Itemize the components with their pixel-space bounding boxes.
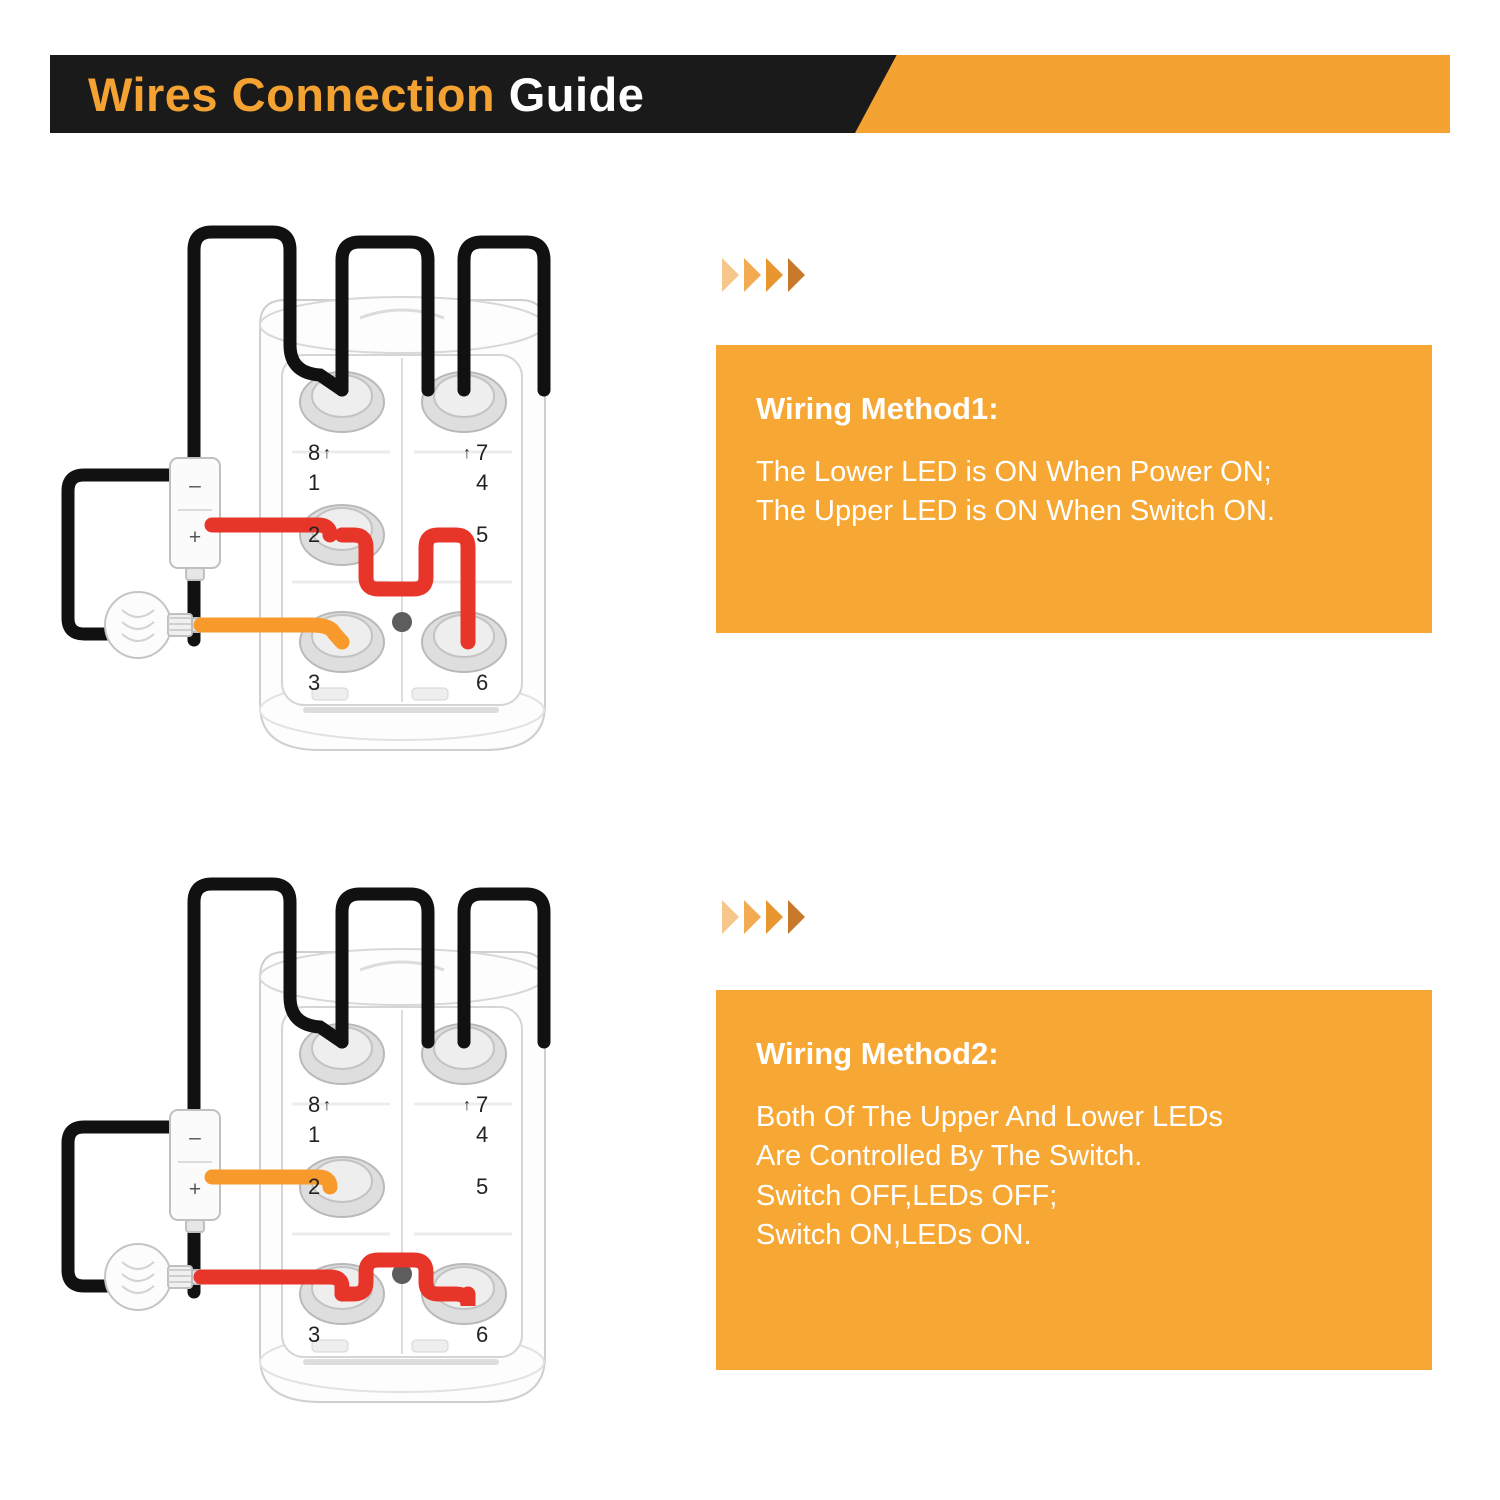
lamp-icon (105, 1244, 201, 1310)
chevron-right-icon (766, 258, 783, 292)
page-title-part2: Guide (508, 68, 645, 121)
chevron-right-icon (744, 900, 761, 934)
diagram-method2 (60, 832, 680, 1452)
svg-text:↑: ↑ (323, 1097, 331, 1114)
chevron-group-1 (722, 258, 832, 294)
svg-text:–: – (189, 474, 201, 497)
info-title-method2: Wiring Method2: (756, 1036, 999, 1071)
label-7: 7 (476, 1092, 489, 1117)
page-title-part1: Wires Connection (88, 68, 496, 121)
chevron-right-icon (722, 258, 739, 292)
chevron-right-icon (788, 900, 805, 934)
svg-text:–: – (189, 1126, 201, 1149)
label-5: 5 (476, 1174, 489, 1199)
page-title (88, 67, 644, 122)
label-2: 2 (308, 522, 321, 547)
chevron-group-2 (722, 900, 832, 936)
info-line: The Lower LED is ON When Power ON; (756, 456, 1272, 488)
svg-text:↑: ↑ (323, 445, 331, 462)
label-3: 3 (308, 670, 321, 695)
chevron-right-icon (766, 900, 783, 934)
label-7: 7 (476, 440, 489, 465)
info-line: The Upper LED is ON When Switch ON. (756, 495, 1275, 528)
label-8: 8 (308, 440, 321, 465)
label-4: 4 (476, 470, 489, 495)
info-line: Switch ON,LEDs ON. (756, 1219, 1032, 1252)
label-1: 1 (308, 470, 321, 495)
header-orange-shape (855, 55, 1450, 133)
label-4: 4 (476, 1122, 489, 1147)
chevron-right-icon (788, 258, 805, 292)
info-line: Switch OFF,LEDs OFF; (756, 1179, 1058, 1212)
info-line: Are Controlled By The Switch. (756, 1140, 1143, 1173)
wiring-diagram-1-svg (60, 190, 680, 790)
svg-text:+: + (188, 1178, 202, 1201)
info-title-method1: Wiring Method1: (756, 391, 999, 426)
wiring-diagram-2-svg (60, 832, 680, 1452)
chevron-right-icon (722, 900, 739, 934)
info-line: Both Of The Upper And Lower LEDs (756, 1101, 1223, 1133)
label-6: 6 (476, 1322, 489, 1347)
svg-text:↑: ↑ (463, 445, 471, 462)
label-2: 2 (308, 1174, 321, 1199)
info-box-method1 (716, 345, 1432, 633)
diagram-method1 (60, 190, 680, 790)
label-5: 5 (476, 522, 489, 547)
lamp-icon (105, 592, 201, 658)
header-banner (50, 55, 1450, 133)
label-1: 1 (308, 1122, 321, 1147)
svg-text:+: + (188, 526, 202, 549)
label-6: 6 (476, 670, 489, 695)
info-box-method2 (716, 990, 1432, 1370)
label-8: 8 (308, 1092, 321, 1117)
svg-text:↑: ↑ (463, 1097, 471, 1114)
chevron-right-icon (744, 258, 761, 292)
label-3: 3 (308, 1322, 321, 1347)
